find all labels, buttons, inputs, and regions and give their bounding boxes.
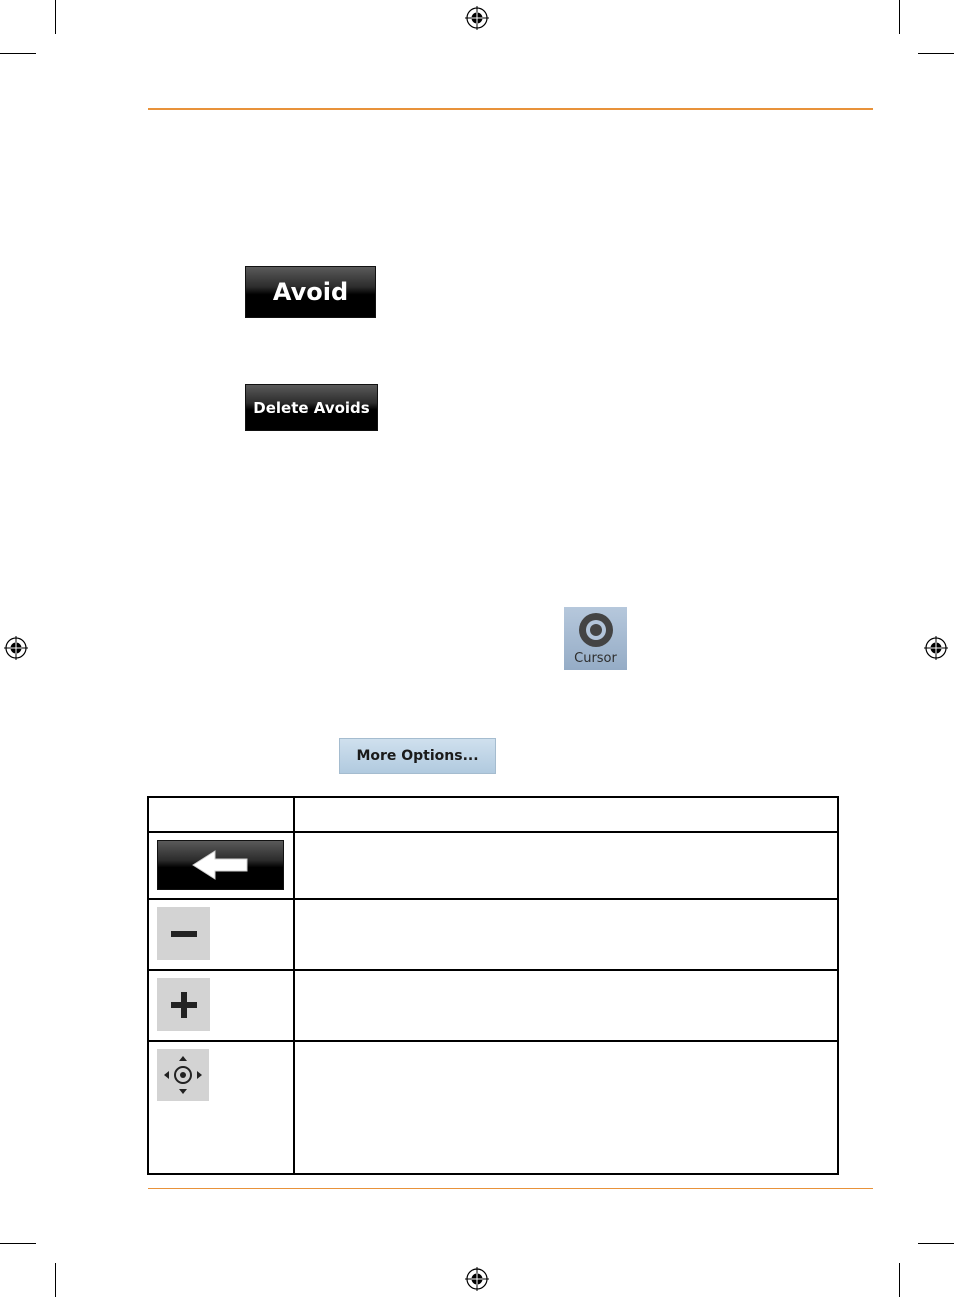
crop-mark bbox=[918, 53, 954, 54]
zoom-in-icon bbox=[169, 990, 199, 1020]
crop-mark bbox=[899, 1263, 900, 1297]
registration-mark-icon bbox=[465, 1267, 489, 1291]
zoom-out-button[interactable] bbox=[157, 907, 210, 960]
cursor-target-dot bbox=[590, 624, 602, 636]
zoom-out-icon bbox=[169, 919, 199, 949]
crop-mark bbox=[0, 1243, 36, 1244]
cursor-button[interactable] bbox=[564, 607, 627, 670]
registration-mark-icon bbox=[4, 636, 28, 660]
registration-mark-icon bbox=[465, 6, 489, 30]
more-options-button-label: More Options... bbox=[356, 748, 479, 764]
delete-avoids-button-label: Delete Avoids bbox=[253, 398, 370, 417]
header-rule bbox=[148, 108, 873, 110]
table-row-divider bbox=[149, 898, 837, 900]
return-to-position-button[interactable] bbox=[157, 1049, 209, 1101]
crop-mark bbox=[918, 1243, 954, 1244]
zoom-in-button[interactable] bbox=[157, 978, 210, 1031]
table-row-divider bbox=[149, 969, 837, 971]
crop-mark bbox=[55, 0, 56, 34]
back-arrow-icon bbox=[191, 849, 251, 881]
crop-mark bbox=[0, 53, 36, 54]
cursor-button-label: Cursor bbox=[574, 651, 617, 666]
registration-mark-icon bbox=[924, 636, 948, 660]
crop-mark bbox=[55, 1263, 56, 1297]
avoid-button-label: Avoid bbox=[272, 278, 349, 306]
footer-rule bbox=[148, 1188, 873, 1189]
table-column-divider bbox=[293, 798, 295, 1173]
return-to-position-icon bbox=[161, 1053, 205, 1097]
table-header-divider bbox=[149, 831, 837, 833]
crop-mark bbox=[899, 0, 900, 34]
avoid-button[interactable] bbox=[245, 266, 376, 318]
table-row-divider bbox=[149, 1040, 837, 1042]
more-options-button[interactable] bbox=[339, 738, 496, 774]
delete-avoids-button[interactable] bbox=[245, 384, 378, 431]
back-button[interactable] bbox=[157, 840, 284, 890]
controls-table bbox=[147, 796, 839, 1175]
